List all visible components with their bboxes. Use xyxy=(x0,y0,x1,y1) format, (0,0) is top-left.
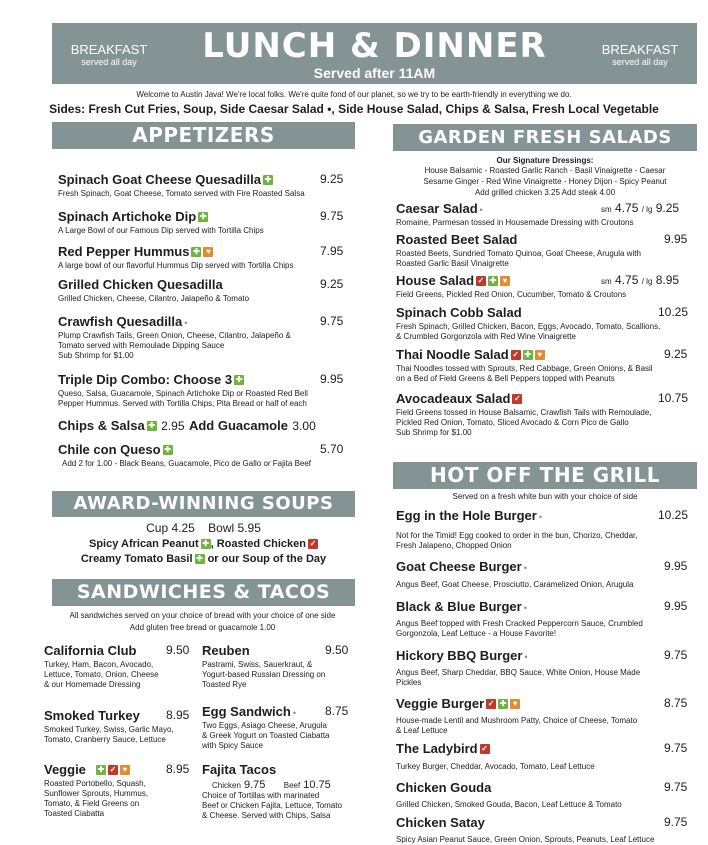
item-name: Veggie Burger xyxy=(396,696,485,711)
leaf-icon: ✚ xyxy=(202,539,209,549)
grill-header: HOT OFF THE GRILL xyxy=(393,462,697,489)
menu-item xyxy=(396,695,691,736)
page-subtitle: Served after 11AM xyxy=(313,65,436,81)
breakfast-left-label: BREAKFAST xyxy=(70,42,148,57)
menu-item xyxy=(202,761,367,821)
item-desc: Smoked Turkey, Swiss, Garlic Mayo, xyxy=(44,725,174,734)
leaf-icon: ✚ xyxy=(148,420,156,430)
item-name: Chips & Salsa xyxy=(58,418,145,433)
heart-icon: ♥ xyxy=(203,247,213,257)
page-title: LUNCH & DINNER xyxy=(202,26,547,66)
item-price: 10.25 xyxy=(658,508,689,522)
item-price: 9.50 xyxy=(325,643,349,657)
item-desc: Not for the Timid! Egg cooked to order in the bun, Chorizo, Cheddar, xyxy=(396,531,638,540)
item-name: Caesar Salad xyxy=(396,201,478,216)
item-price: 10.75 xyxy=(658,391,689,405)
leaf-icon: ✚ xyxy=(164,444,171,454)
gf-icon: ✓ xyxy=(477,275,485,285)
item-desc: Angus Beef, Sharp Cheddar, BBQ Sauce, White Onion, House Made xyxy=(396,668,641,677)
item-name-2: Add Guacamole xyxy=(188,418,288,433)
sandwich-note-2: Add gluten free bread or guacamole 1.00 xyxy=(129,623,276,632)
leaf-icon: ✚ xyxy=(193,246,200,256)
item-desc: Toasted Ciabatta xyxy=(44,809,105,818)
gf-icon: ✓ xyxy=(514,393,521,403)
sides-line: Sides: Fresh Cut Fries, Soup, Side Caesar Salad •, Side House Salad, Chips & Salsa, Fresh Local Vegetable xyxy=(49,102,659,116)
menu-item xyxy=(44,642,194,690)
item-desc: Grilled Chicken, Cheese, Cilantro, Jalapeño & Tomato xyxy=(58,294,250,303)
item-desc: Two Eggs, Asiago Cheese, Arugula xyxy=(202,721,327,730)
heart-icon: ♥ xyxy=(510,699,520,709)
item-price: 9.75 xyxy=(664,780,688,794)
item-desc: Roasted Portobello, Squash, xyxy=(44,779,146,788)
item-price: 9.75 xyxy=(664,815,688,829)
menu-item: Egg Sandwich • 8.75 Two Eggs, Asiago Cheese, Arugula & Greek Yogurt on Toasted Ciabatta with Spicy Sauce xyxy=(202,703,362,751)
item-desc: Sub Shrimp for $1.00 xyxy=(396,428,472,437)
menu-item xyxy=(44,761,194,819)
item-price: 9.75 xyxy=(664,648,688,662)
item-desc: Pickled Red Onion, Tomato, Sliced Avocado & Corn Pico de Gallo xyxy=(396,418,629,427)
item-desc: Fresh Spinach, Grilled Chicken, Bacon, Eggs, Avocado, Tomato, Scallions, xyxy=(396,322,661,331)
menu-item xyxy=(396,814,691,845)
item-desc: & Crumbled Gorgonzola with Red Wine Vinaigrette xyxy=(396,332,576,341)
soup-name: Spicy African Peanut xyxy=(89,538,199,550)
item-desc: Plump Crawfish Tails, Green Onion, Cheese, Cilantro, Jalapeño & xyxy=(58,331,291,340)
item-name: Thai Noodle Salad xyxy=(396,347,509,362)
item-desc-3: Sub Shrimp for $1.00 xyxy=(58,351,134,360)
item-name: Goat Cheese Burger xyxy=(396,559,522,574)
item-name: Spinach Cobb Salad xyxy=(396,305,522,320)
leaf-icon: ✚ xyxy=(235,374,243,384)
heart-icon: ♥ xyxy=(535,350,545,360)
item-name: Crawfish Quesadilla xyxy=(58,314,183,329)
item-price: 9.95 xyxy=(664,599,688,613)
item-name: Roasted Beet Salad xyxy=(396,232,518,247)
menu-item xyxy=(58,171,348,199)
menu-item: Crawfish Quesadilla • 9.75 Plump Crawfish Tails, Green Onion, Cheese, Cilantro, Jalapeño & Tomato served with Remoulade Dipping Sauce Sub Shrimp for $1.00 xyxy=(58,313,348,361)
item-name: Fajita Tacos xyxy=(202,762,277,777)
soup-name: or our Soup of the Day xyxy=(204,553,327,565)
item-desc: Fresh Jalapeno, Chopped Onion xyxy=(396,541,512,550)
item-desc: & our Homemade Dressing xyxy=(44,680,141,689)
chicken-label: Chicken xyxy=(212,781,241,790)
item-name: Chicken Satay xyxy=(396,815,485,830)
soup-name: , Roasted Chicken xyxy=(210,538,306,550)
heart-icon: ♥ xyxy=(500,276,510,286)
menu-item xyxy=(58,208,348,236)
gf-icon: ✓ xyxy=(309,539,317,549)
menu-item xyxy=(396,304,691,342)
item-desc: Turkey, Ham, Bacon, Avocado, xyxy=(44,660,154,669)
item-desc: Lettuce, Tomato, Onion, Cheese xyxy=(44,670,159,679)
item-desc: Angus Beef, Goat Cheese, Prosciutto, Caramelized Onion, Arugula xyxy=(396,580,634,589)
item-desc: Romaine, Parmesan tossed in Housemade Dressing with Croutons xyxy=(396,218,634,227)
menu-item: Caesar Salad • sm 4.75 / lg 9.25 Romaine, Parmesan tossed in Housemade Dressing with Croutons xyxy=(396,200,691,228)
item-price: 9.75 xyxy=(664,741,688,755)
item-price: 9.25 xyxy=(320,277,344,291)
item-desc: House-made Lentil and Mushroom Patty, Choice of Cheese, Tomato xyxy=(396,716,638,725)
item-desc: Grilled Chicken, Smoked Gouda, Bacon, Leaf Lettuce & Tomato xyxy=(396,800,622,809)
soup-sizes xyxy=(52,521,355,535)
item-desc: Choice of Tortillas with marinated xyxy=(202,791,320,800)
item-name: Avocadeaux Salad xyxy=(396,391,511,406)
item-desc: Pickles xyxy=(396,678,422,687)
item-desc: Field Greens, Pickled Red Onion, Cucumber, Tomato & Croutons xyxy=(396,290,627,299)
salads-header: GARDEN FRESH SALADS xyxy=(393,124,697,151)
item-price: 9.25 xyxy=(664,347,688,361)
item-price: 9.95 xyxy=(664,232,688,246)
menu-item: Goat Cheese Burger • 9.95 Angus Beef, Goat Cheese, Prosciutto, Caramelized Onion, Arugula xyxy=(396,558,691,590)
item-price: 2.95 xyxy=(161,419,185,433)
menu-item xyxy=(396,390,691,438)
menu-item xyxy=(58,243,348,271)
item-price: 9.25 xyxy=(320,172,344,186)
add-ons-line: Add grilled chicken 3.25 Add steak 4.00 xyxy=(474,188,616,197)
item-name: Red Pepper Hummus xyxy=(58,244,190,259)
item-name: Hickory BBQ Burger xyxy=(396,648,523,663)
item-desc-2: Pepper Hummus. Served with Tortilla Chips, Pita Bread or half of each xyxy=(58,399,307,408)
item-price: 9.50 xyxy=(166,643,190,657)
item-desc: Tomato, & Field Greens on xyxy=(44,799,140,808)
item-name: California Club xyxy=(44,643,137,658)
breakfast-left-sub: served all day xyxy=(81,57,137,67)
heart-icon: ♥ xyxy=(120,765,130,775)
dressings-line: Sesame Ginger - Red Wine Vinaigrette - Honey Dijon - Spicy Peanut xyxy=(423,177,667,186)
item-price: 9.95 xyxy=(664,559,688,573)
item-price-sm: 4.75 xyxy=(615,201,639,215)
breakfast-right xyxy=(585,42,695,67)
item-name: House Salad xyxy=(396,273,475,288)
item-price: 5.70 xyxy=(320,442,344,456)
menu-item xyxy=(396,272,691,300)
size-lg-label: / lg xyxy=(641,205,653,214)
item-desc: Angus Beef topped with Fresh Cracked Peppercorn Sauce, Crumbled xyxy=(396,619,643,628)
sandwich-note-1: All sandwiches served on your choice of bread with your choice of one side xyxy=(69,611,336,620)
item-price: 8.75 xyxy=(325,704,349,718)
item-desc: Pastrami, Swiss, Sauerkraut, & xyxy=(202,660,313,669)
item-desc: with Spicy Sauce xyxy=(202,741,263,750)
item-desc: A large bowl of our flavorful Hummus Dip served with Tortilla Chips xyxy=(58,261,294,270)
soup-name: Creamy Tomato Basil xyxy=(80,553,193,565)
menu-item xyxy=(58,276,348,304)
beef-price: 10.75 xyxy=(303,779,331,791)
item-desc: Roasted Garlic Basil Vinaigrette xyxy=(396,259,509,268)
leaf-icon: ✚ xyxy=(489,275,497,285)
item-price: 9.75 xyxy=(320,209,344,223)
item-price-sm: 4.75 xyxy=(615,273,639,287)
menu-item: Egg in the Hole Burger • 10.25 Not for the Timid! Egg cooked to order in the bun, Chorizo, Cheddar, Fresh Jalapeno, Chopped Onion xyxy=(396,507,691,551)
item-desc: A Large Bowl of our Famous Dip served with Tortilla Chips xyxy=(58,226,264,235)
leaf-icon: ✚ xyxy=(97,764,105,774)
item-name: Reuben xyxy=(202,643,250,658)
soup-line-2 xyxy=(52,553,355,565)
item-desc: Gorgonzola, Leaf Lettuce - a House Favorite! xyxy=(396,629,557,638)
item-price-lg: 9.25 xyxy=(655,201,680,215)
breakfast-right-label: BREAKFAST xyxy=(601,42,679,57)
item-desc: Thai Noodles tossed with Sprouts, Red Cabbage, Green Onions, & Basil xyxy=(396,364,653,373)
main-banner xyxy=(52,23,697,84)
menu-item xyxy=(396,740,691,772)
item-price: 9.95 xyxy=(320,372,344,386)
item-desc: & Cheese. Served with Chips, Salsa xyxy=(202,811,331,820)
dressings-line: House Balsamic - Roasted Garlic Ranch - Basil Vinaigrette - Caesar xyxy=(424,166,666,175)
item-name: Egg in the Hole Burger xyxy=(396,508,537,523)
item-price: 8.75 xyxy=(664,696,688,710)
soup-bowl: Bowl 5.95 xyxy=(208,521,261,535)
leaf-icon: ✚ xyxy=(196,554,203,564)
item-name: Chicken Gouda xyxy=(396,780,492,795)
menu-item xyxy=(58,417,348,435)
item-name: Egg Sandwich xyxy=(202,704,291,719)
leaf-icon: ✚ xyxy=(199,211,207,221)
item-price: 10.25 xyxy=(658,305,689,319)
gf-icon: ✓ xyxy=(481,743,488,753)
item-desc: Add 2 for 1.00 - Black Beans, Guacamole, Pico de Gallo or Fajita Beef xyxy=(62,459,312,468)
menu-item xyxy=(396,779,691,810)
item-desc: Toasted Rye xyxy=(202,680,247,689)
beef-label: Beef xyxy=(283,781,301,790)
leaf-icon: ✚ xyxy=(499,698,507,708)
menu-item xyxy=(202,642,362,690)
gf-icon: ✓ xyxy=(487,698,495,708)
item-desc-2: Tomato served with Remoulade Dipping Sauce xyxy=(58,341,225,350)
leaf-icon: ✚ xyxy=(264,174,272,184)
item-price: 7.95 xyxy=(320,244,344,258)
item-name: Triple Dip Combo: Choose 3 xyxy=(58,372,233,387)
item-price-lg: 8.95 xyxy=(655,273,680,287)
soup-line-1 xyxy=(52,538,355,550)
item-name: Smoked Turkey xyxy=(44,708,140,723)
item-desc: Roasted Beets, Sundried Tomato Quinoa, Goat Cheese, Arugula with xyxy=(396,249,641,258)
item-name: Veggie xyxy=(44,762,86,777)
item-name: Spinach Artichoke Dip xyxy=(58,209,197,224)
item-desc: Queso, Salsa, Guacamole, Spinach Artichoke Dip or Roasted Red Bell xyxy=(58,389,308,398)
item-desc: Beef or Chicken Fajita, Lettuce, Tomato xyxy=(202,801,342,810)
menu-item xyxy=(58,371,348,409)
size-sm-label: sm xyxy=(601,205,612,214)
appetizers-header: APPETIZERS xyxy=(52,122,355,149)
size-lg-label: / lg xyxy=(641,277,653,286)
item-desc: Spicy Asian Peanut Sauce, Green Onion, Sprouts, Peanuts, Leaf Lettuce xyxy=(396,835,655,844)
leaf-icon: ✚ xyxy=(524,349,532,359)
item-desc: on a Bed of Field Greens & Bell Peppers topped with Peanuts xyxy=(396,374,615,383)
grill-note: Served on a fresh white bun with your choice of side xyxy=(452,492,638,501)
item-desc: Turkey Burger, Cheddar, Avocado, Tomato, Leaf Lettuce xyxy=(396,762,595,771)
welcome-text: Welcome to Austin Java! We're local folks. We're quite fond of our planet, so we try to be earth-friendly in everything we do. xyxy=(136,90,572,99)
item-name: Grilled Chicken Quesadilla xyxy=(58,277,223,292)
chicken-price: 9.75 xyxy=(243,779,266,791)
item-desc: & Leaf Lettuce xyxy=(396,726,448,735)
item-price: 9.75 xyxy=(320,314,344,328)
menu-item: Hickory BBQ Burger • 9.75 Angus Beef, Sharp Cheddar, BBQ Sauce, White Onion, House Made Pickles xyxy=(396,647,691,688)
item-desc: Yogurt-based Russian Dressing on xyxy=(202,670,326,679)
size-sm-label: sm xyxy=(601,277,612,286)
breakfast-right-sub: served all day xyxy=(612,57,668,67)
menu-item: Black & Blue Burger • 9.95 Angus Beef topped with Fresh Cracked Peppercorn Sauce, Crumbled Gorgonzola, Leaf Lettuce - a House Favorite! xyxy=(396,598,691,639)
item-desc: Fresh Spinach, Goat Cheese, Tomato served with Fire Roasted Salsa xyxy=(58,189,305,198)
item-desc: Field Greens tossed in House Balsamic, Crawfish Tails with Remoulade, xyxy=(396,408,652,417)
item-price-2: 3.00 xyxy=(292,419,316,433)
item-name: Black & Blue Burger xyxy=(396,599,522,614)
item-name: Chile con Queso xyxy=(58,442,161,457)
item-price: 8.95 xyxy=(166,762,190,776)
dressings-title: Our Signature Dressings: xyxy=(496,156,594,165)
menu-item xyxy=(396,231,691,269)
soup-cup: Cup 4.25 xyxy=(146,521,195,535)
item-desc: Sunflower Sprouts, Hummus, xyxy=(44,789,149,798)
item-name: Spinach Goat Cheese Quesadilla xyxy=(58,172,262,187)
menu-item xyxy=(44,707,194,745)
gf-icon: ✓ xyxy=(512,349,520,359)
menu-item xyxy=(58,441,348,469)
item-desc: & Greek Yogurt on Toasted Ciabatta xyxy=(202,731,330,740)
item-name: The Ladybird xyxy=(396,741,478,756)
item-price: 8.95 xyxy=(166,708,190,722)
menu-item xyxy=(396,346,691,384)
gf-icon: ✓ xyxy=(109,764,117,774)
soups-header: AWARD-WINNING SOUPS xyxy=(52,491,355,517)
item-desc: Tomato, Cranberry Sauce, Lettuce xyxy=(44,735,166,744)
sandwiches-header: SANDWICHES & TACOS xyxy=(52,579,355,606)
